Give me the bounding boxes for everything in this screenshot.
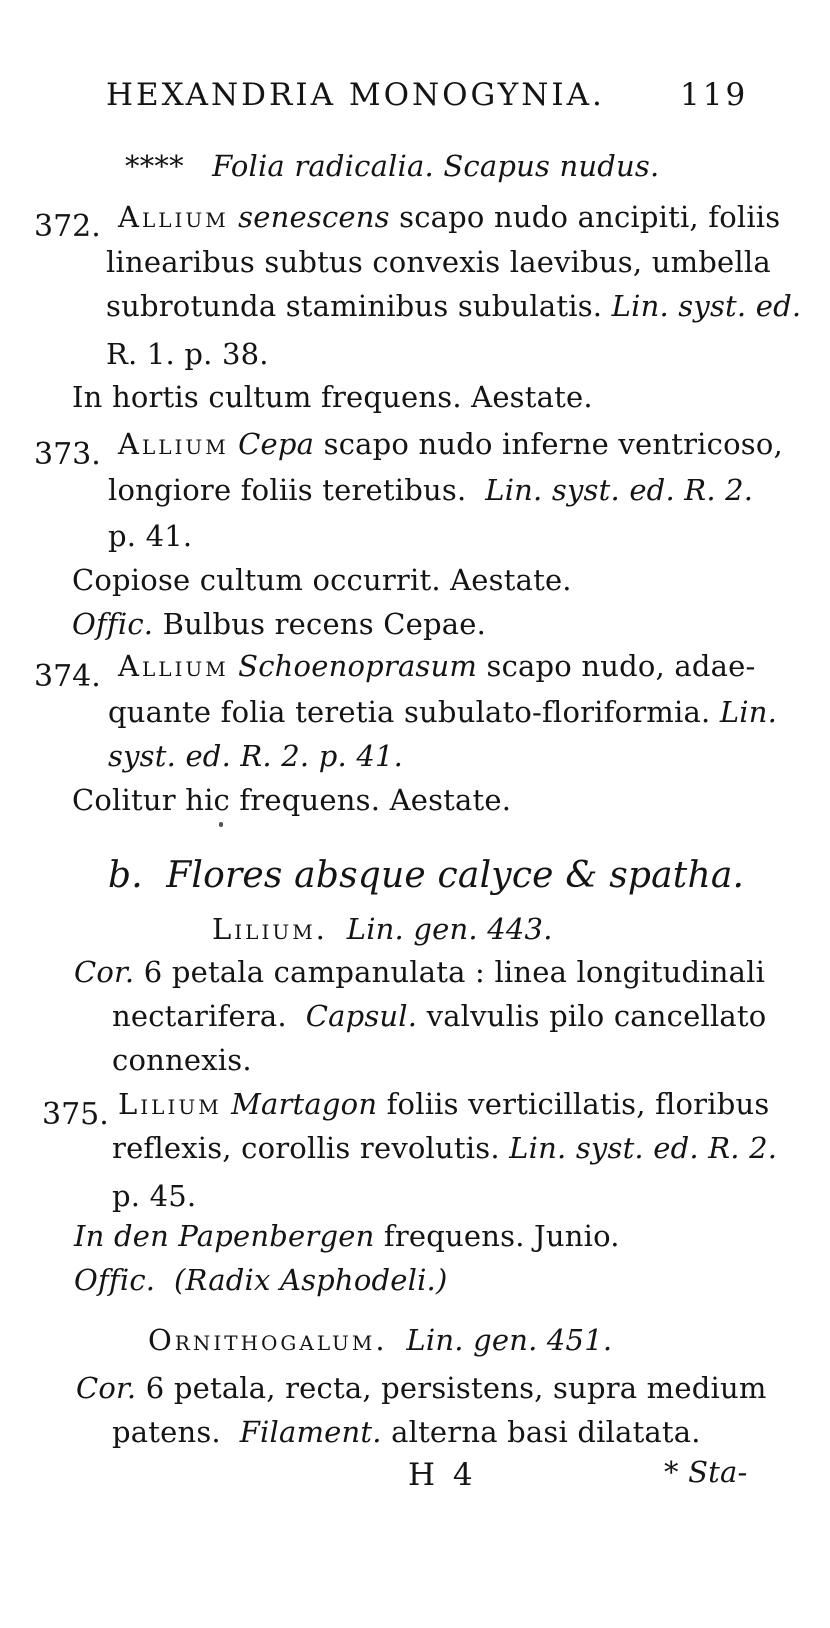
section-stars: **** [125,149,184,183]
entry-375-line-1 [118,1087,770,1121]
capsul-label: Capsul. [305,999,418,1033]
entry-375-line-3: p. 45. [112,1179,197,1213]
genus-text: valvulis pilo cancellato [426,999,767,1033]
entry-373-habitat: Copiose cultum occurrit. Aestate. [72,563,572,597]
signature-mark: H 4 [408,1457,477,1493]
linnaeus-reference: Lin. syst. ed. R. 2. [485,473,754,507]
entry-number-373: 373. [34,437,101,472]
genus-heading-ornithogalum [148,1323,613,1357]
entry-373-line-3: p. 41. [108,519,193,553]
subsection-letter: b. [108,855,143,896]
entry-373-line-1 [118,427,783,461]
entry-text: scapo nudo, adae- [486,649,756,683]
entry-373-officinal [72,607,487,641]
genus-text: 6 petala, recta, persistens, supra medium [145,1371,767,1405]
genus-text: nectarifera. [112,999,287,1033]
genus-name: Lilium [118,1087,222,1121]
habitat-place: In den Papenbergen [74,1219,375,1253]
entry-text: foliis verticillatis, floribus [386,1087,770,1121]
entry-375-line-2 [112,1131,778,1165]
genus-reference: Lin. gen. 443. [346,912,553,946]
genus-name: Allium [118,649,229,683]
entry-374-line-3: syst. ed. R. 2. p. 41. [108,739,404,773]
species-name: senescens [238,200,390,234]
genus-name: Ornithogalum. [148,1323,388,1357]
entry-text: quante folia teretia subulato-floriformia. [108,695,711,729]
cor-label: Cor. [74,955,135,989]
entry-number-375: 375. [42,1097,109,1132]
offic-text: (Radix Asphodeli.) [174,1263,448,1297]
entry-374-line-1 [118,649,756,683]
genus-name: Lilium. [212,912,328,946]
page-number: 119 [680,77,749,113]
catchword: * Sta- [664,1455,748,1489]
entry-372-line-2: linearibus subtus convexis laevibus, umbella [106,245,771,279]
offic-label: Offic. [72,607,154,641]
entry-373-line-2 [108,473,754,507]
entry-text: scapo nudo inferne ventricoso, [323,427,783,461]
entry-375-habitat [74,1219,620,1253]
genus-reference: Lin. gen. 451. [406,1323,613,1357]
species-name: Martagon [231,1087,378,1121]
entry-372-line-1 [118,200,781,234]
entry-text: subrotunda staminibus subulatis. [106,289,603,323]
entry-372-habitat: In hortis cultum frequens. Aestate. [72,380,593,414]
cor-label: Cor. [76,1371,137,1405]
lilium-cor-line-2 [112,999,767,1033]
entry-374-line-2 [108,695,778,729]
offic-label: Offic. [74,1263,156,1297]
ornithogalum-cor-line-1 [76,1371,767,1405]
habitat-text: frequens. Junio. [383,1219,620,1253]
subsection-title: Flores absque calyce & spatha. [166,855,745,896]
lilium-cor-line-1 [74,955,766,989]
linnaeus-reference: Lin. syst. ed. [611,289,802,323]
entry-372-line-4: R. 1. p. 38. [106,337,269,371]
entry-374-habitat: Colitur hic frequens. Aestate. [72,783,512,817]
entry-number-374: 374. [34,659,101,694]
genus-text: alterna basi dilatata. [391,1415,701,1449]
section-heading-text: Folia radicalia. Scapus nudus. [212,149,660,183]
entry-372-line-3 [106,289,802,323]
filament-label: Filament. [239,1415,382,1449]
linnaeus-reference: Lin. syst. ed. R. 2. [509,1131,778,1165]
genus-name: Allium [118,200,229,234]
species-name: Schoenoprasum [238,649,478,683]
genus-heading-lilium [212,912,553,946]
entry-375-officinal [74,1263,448,1297]
subsection-heading [108,855,745,896]
linnaeus-reference: Lin. [719,695,778,729]
lilium-cor-line-3: connexis. [112,1043,252,1077]
ornithogalum-cor-line-2 [112,1415,701,1449]
genus-name: Allium [118,427,229,461]
running-head-title: HEXANDRIA MONOGYNIA. [106,77,605,113]
entry-number-372: 372. [34,209,101,244]
entry-text: scapo nudo ancipiti, foliis [399,200,781,234]
ink-speck [219,822,223,827]
species-name: Cepa [238,427,315,461]
offic-text: Bulbus recens Cepae. [162,607,487,641]
entry-text: longiore foliis teretibus. [108,473,467,507]
entry-text: reflexis, corollis revolutis. [112,1131,500,1165]
genus-text: patens. [112,1415,221,1449]
section-heading [125,149,660,183]
genus-text: 6 petala campanulata : linea longitudinali [143,955,766,989]
